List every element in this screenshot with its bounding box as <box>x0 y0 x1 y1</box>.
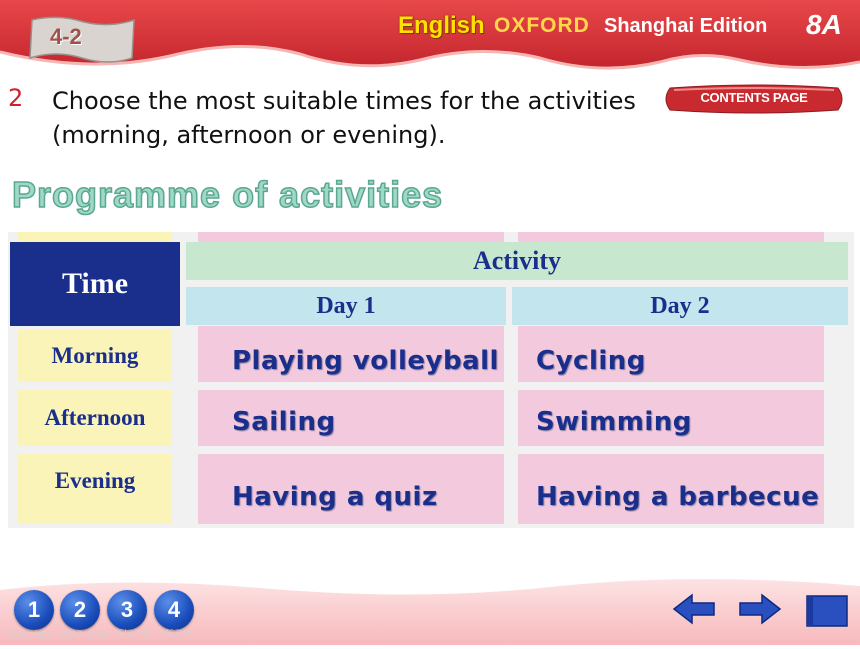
time-label-morning: Morning <box>51 343 139 368</box>
page-1-button[interactable]: 1 <box>14 590 54 630</box>
activity-day2-morning: Cycling <box>536 346 646 376</box>
brand-grade: 8A <box>806 9 842 40</box>
activity-header: Activity <box>186 242 848 280</box>
question-number: 2 <box>8 84 24 112</box>
brand-oxford: OXFORD <box>494 14 590 37</box>
page-3-button[interactable]: 3 <box>107 590 147 630</box>
activity-day1-afternoon: Sailing <box>232 407 336 437</box>
activity-day2-afternoon: Swimming <box>536 407 692 437</box>
page-2-button[interactable]: 2 <box>60 590 100 630</box>
copyright-text: Copyright 2007-2008 版权所有 盗版必究 <box>6 630 192 640</box>
brand-edition: Shanghai Edition <box>604 15 768 37</box>
back-arrow-icon[interactable] <box>672 592 716 626</box>
time-header: Time <box>10 242 180 326</box>
activity-day2-evening: Having a barbecue <box>536 482 820 512</box>
day1-header: Day 1 <box>186 287 506 325</box>
unit-badge: 4-2 <box>50 24 82 49</box>
brand-english: English <box>398 12 485 39</box>
page-4-button[interactable]: 4 <box>154 590 194 630</box>
contents-page-button[interactable] <box>664 84 844 114</box>
activity-day1-evening: Having a quiz <box>232 482 438 512</box>
exit-icon[interactable] <box>804 590 850 630</box>
contents-page-label: CONTENTS PAGE <box>700 90 808 105</box>
time-label-afternoon: Afternoon <box>44 405 146 430</box>
day2-header: Day 2 <box>512 287 848 325</box>
programme-title: Programme of activities <box>12 174 444 215</box>
forward-arrow-icon[interactable] <box>738 592 782 626</box>
time-label-evening: Evening <box>54 468 136 493</box>
unit-flag <box>28 14 138 66</box>
question-text: Choose the most suitable times for the activities (morning, afternoon or evening). <box>52 87 636 149</box>
header-banner <box>0 0 860 80</box>
activity-day1-morning: Playing volleyball <box>232 346 499 376</box>
